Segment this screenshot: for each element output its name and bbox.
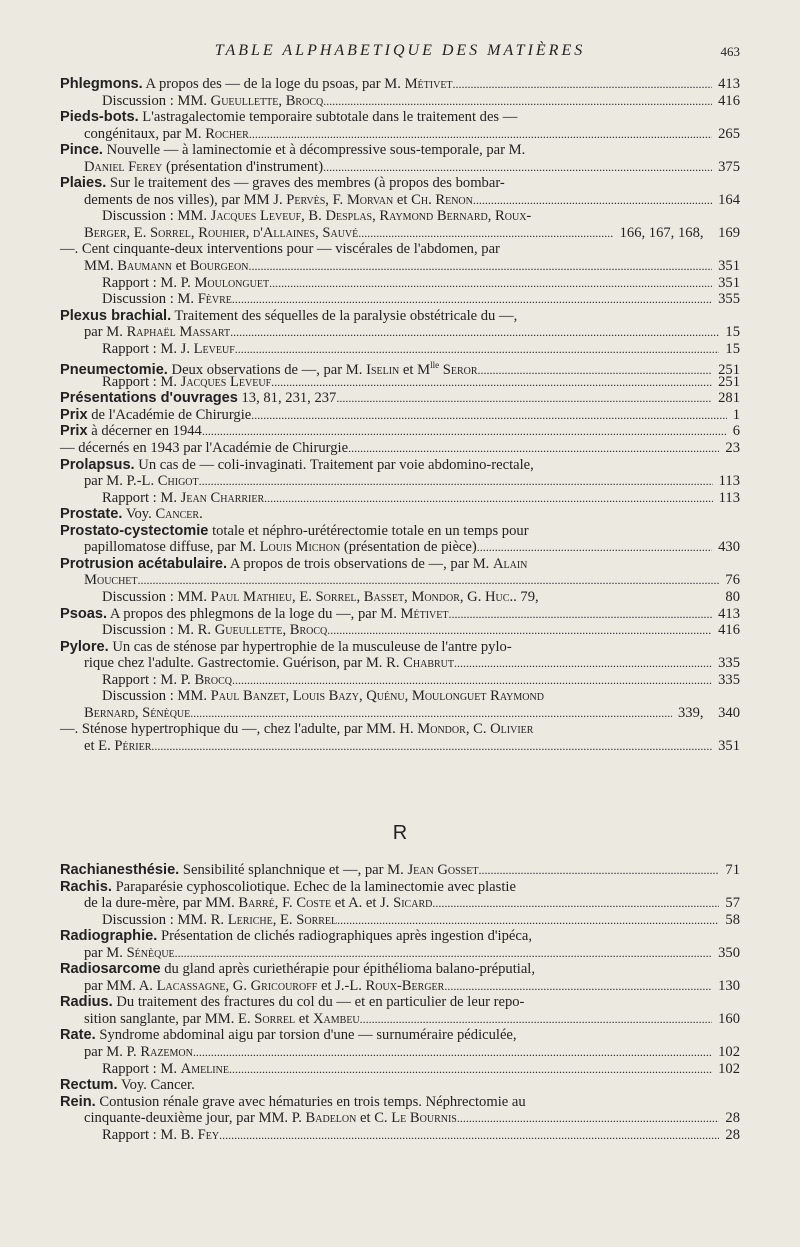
index-entry-continuation: par M. Sénèque . . . 350 bbox=[60, 945, 740, 962]
page-ref: 15 bbox=[725, 340, 740, 357]
page-ref: 102 bbox=[718, 1060, 740, 1077]
index-entry-continuation: dements de nos villes), par MM J. Pervès, F. Morvan et Ch. Renon . . . 164 bbox=[60, 192, 740, 209]
page-ref: 351 bbox=[718, 737, 740, 754]
entry-keyword: Prostate. bbox=[60, 506, 123, 523]
page-ref: 166, 167, 168, 169 bbox=[619, 224, 740, 241]
index-subentry: Rapport : M. P. Moulonguet . . . 351 bbox=[60, 275, 740, 292]
page-ref: 430 bbox=[718, 539, 740, 556]
index-subentry: Discussion : M. Fèvre . . . 355 bbox=[60, 291, 740, 308]
index-subentry: Rapport : M. Jacques Leveuf . . . 251 bbox=[60, 374, 740, 391]
index-entry-pneumectomie: Pneumectomie. Deux observations de —, par M. Iselin et $M^{lle}$ Seror . . . 251 bbox=[60, 357, 740, 374]
index-entry-pieds-bots: Pieds-bots. L'astragalectomie temporaire subtotale dans le traitement des — bbox=[60, 109, 518, 126]
page-ref: 413 bbox=[718, 605, 740, 622]
entry-keyword: Rachis. bbox=[60, 878, 112, 895]
page-ref: 335 bbox=[718, 655, 740, 672]
leader-dots bbox=[235, 341, 720, 358]
leader-dots bbox=[232, 672, 712, 689]
leader-dots bbox=[190, 705, 672, 722]
page-ref: 350 bbox=[718, 944, 740, 961]
index-subentry: Rapport : M. Ameline . . . 102 bbox=[60, 1061, 740, 1078]
page-ref: 251 bbox=[718, 373, 740, 390]
index-entry-continuation: sition sanglante, par MM. E. Sorrel et Xambeu . . . 160 bbox=[60, 1011, 740, 1028]
index-entry-prostate: Prostate. Voy. Cancer. bbox=[60, 506, 203, 523]
leader-dots bbox=[337, 912, 719, 929]
leader-dots bbox=[454, 655, 712, 672]
page-ref: 351 bbox=[718, 258, 740, 275]
leader-dots bbox=[453, 76, 713, 93]
page-ref: 355 bbox=[718, 291, 740, 308]
index-entry-dash: —. Cent cinquante-deux interventions pour — viscérales de l'abdomen, par bbox=[60, 241, 500, 258]
page-ref: 375 bbox=[718, 158, 740, 175]
leader-dots bbox=[336, 390, 712, 407]
entry-keyword: Pieds-bots. bbox=[60, 109, 139, 126]
index-entry-rectum: Rectum. Voy. Cancer. bbox=[60, 1077, 195, 1094]
index-entry-radius: Radius. Du traitement des fractures du col du — et en particulier de leur repo- bbox=[60, 994, 525, 1011]
index-section-p bbox=[60, 76, 740, 754]
page-ref: 251 bbox=[718, 362, 740, 379]
entry-keyword: Rectum. bbox=[60, 1077, 118, 1094]
entry-keyword: Psoas. bbox=[60, 605, 108, 622]
leader-dots bbox=[230, 324, 719, 341]
leader-dots bbox=[327, 622, 712, 639]
page-ref: 1 bbox=[732, 406, 740, 423]
leader-dots bbox=[219, 1127, 719, 1144]
entry-keyword: Rachianesthésie. bbox=[60, 862, 180, 878]
entry-keyword: Plexus brachial. bbox=[60, 307, 172, 324]
index-entry-continuation: par M. P. Razemon . . . 102 bbox=[60, 1044, 740, 1061]
index-entry-dash: — décernés en 1943 par l'Académie de Chirurgie . . . 23 bbox=[60, 440, 740, 457]
leader-dots bbox=[478, 862, 719, 879]
index-entry-continuation: rique chez l'adulte. Gastrectomie. Guérison, par M. R. Chabrut . . . 335 bbox=[60, 655, 740, 672]
leader-dots bbox=[175, 945, 712, 962]
page-ref: 113 bbox=[718, 473, 740, 490]
leader-dots bbox=[249, 126, 712, 143]
index-entry-continuation: par MM. A. Lacassagne, G. Gricouroff et J.-L. Roux-Berger . . . 130 bbox=[60, 978, 740, 995]
index-entry-rachianesthesie: Rachianesthésie. Sensibilité splanchnique et —, par M. Jean Gosset . . . 71 bbox=[60, 862, 740, 879]
page-ref: 265 bbox=[718, 125, 740, 142]
entry-keyword: Prix bbox=[60, 406, 88, 423]
page-ref: 416 bbox=[718, 622, 740, 639]
leader-dots bbox=[323, 159, 712, 176]
leader-dots bbox=[202, 423, 727, 440]
page-number: 463 bbox=[720, 44, 740, 59]
entry-keyword: Protrusion acétabulaire. bbox=[60, 555, 228, 572]
index-entry-continuation: par M. Raphaël Massart . . . 15 bbox=[60, 324, 740, 341]
leader-dots bbox=[323, 93, 712, 110]
page-ref: 6 bbox=[732, 423, 740, 440]
page-ref: 76 bbox=[725, 572, 740, 589]
index-subentry: Discussion : MM. Gueullette, Brocq . . . 416 bbox=[60, 93, 740, 110]
entry-keyword: Radiographie. bbox=[60, 928, 158, 945]
leader-dots bbox=[248, 258, 712, 275]
index-entry-dash: —. Sténose hypertrophique du —, chez l'adulte, par MM. H. Mondor, C. Olivier bbox=[60, 721, 534, 738]
page-ref: 281 bbox=[718, 390, 740, 407]
index-entry-rein: Rein. Contusion rénale grave avec hématuries en trois temps. Néphrectomie au bbox=[60, 1093, 526, 1110]
page-ref: 416 bbox=[718, 92, 740, 109]
entry-keyword: Présentations d'ouvrages bbox=[60, 390, 238, 407]
index-entry-presentations: Présentations d'ouvrages 13, 81, 231, 237 . . . 281 bbox=[60, 390, 740, 407]
index-entry-phlegmons: Phlegmons. A propos des — de la loge du psoas, par M. Métivet . . . 413 bbox=[60, 76, 740, 93]
page-ref: 15 bbox=[725, 324, 740, 341]
page-ref: 58 bbox=[725, 911, 740, 928]
page-ref: 57 bbox=[725, 895, 740, 912]
entry-keyword: Pylore. bbox=[60, 638, 109, 655]
page-ref: 113 bbox=[718, 489, 740, 506]
entry-keyword: Plaies. bbox=[60, 175, 107, 192]
page-ref: 413 bbox=[718, 76, 740, 92]
index-entry-continuation: MM. Baumann et Bourgeon . . . 351 bbox=[60, 258, 740, 275]
index-subentry: Rapport : M. B. Fey . . . 28 bbox=[60, 1127, 740, 1144]
leader-dots bbox=[271, 374, 712, 391]
leader-dots bbox=[229, 1061, 712, 1078]
page-ref: 102 bbox=[718, 1044, 740, 1061]
leader-dots bbox=[473, 192, 712, 209]
index-subentry-continuation: Bernard, Sénèque . . . 339, 340 bbox=[60, 705, 740, 722]
index-entry-prix: Prix de l'Académie de Chirurgie . . . 1 bbox=[60, 407, 740, 424]
section-letter-heading: R bbox=[392, 822, 408, 844]
index-subentry: Rapport : M. Jean Charrier . . . 113 bbox=[60, 490, 740, 507]
index-entry-continuation: cinquante-deuxième jour, par MM. P. Badelon et C. Le Bournis . . . 28 bbox=[60, 1110, 740, 1127]
leader-dots bbox=[348, 440, 719, 457]
entry-keyword: Radiosarcome bbox=[60, 961, 161, 978]
leader-dots bbox=[232, 291, 712, 308]
entry-keyword: Rate. bbox=[60, 1027, 96, 1044]
leader-dots bbox=[360, 1011, 712, 1028]
leader-dots bbox=[449, 606, 713, 623]
leader-dots bbox=[193, 1044, 712, 1061]
index-entry-prostato-cystectomie: Prostato-cystectomie totale et néphro-urétérectomie totale en un temps pour bbox=[60, 522, 529, 539]
index-subentry: Discussion : M. R. Gueullette, Brocq . . . 416 bbox=[60, 622, 740, 639]
index-subentry: Discussion : MM. Paul Banzet, Louis Bazy, Quénu, Moulonguet Raymond bbox=[102, 688, 544, 705]
index-entry-plaies: Plaies. Sur le traitement des — graves des membres (à propos des bombar- bbox=[60, 175, 505, 192]
leader-dots bbox=[477, 539, 712, 556]
page-ref: 339, 340 bbox=[677, 704, 740, 721]
leader-dots bbox=[457, 1110, 720, 1127]
entry-keyword: Radius. bbox=[60, 994, 113, 1011]
page-ref: 130 bbox=[718, 977, 740, 994]
index-entry-prolapsus: Prolapsus. Un cas de — coli-invaginati. Traitement par voie abdomino-rectale, bbox=[60, 456, 534, 473]
entry-keyword: Pince. bbox=[60, 142, 103, 159]
page-ref: 23 bbox=[725, 440, 740, 457]
index-entry-protrusion-acetabulaire: Protrusion acétabulaire. A propos de trois observations de —, par M. Alain bbox=[60, 555, 528, 572]
entry-keyword: Rein. bbox=[60, 1093, 96, 1110]
leader-dots bbox=[199, 473, 713, 490]
page-ref: 160 bbox=[718, 1010, 740, 1027]
page-ref: 164 bbox=[718, 191, 740, 208]
entry-keyword: Prix bbox=[60, 423, 88, 440]
page-ref: 335 bbox=[718, 671, 740, 688]
entry-keyword: Prolapsus. bbox=[60, 456, 135, 473]
leader-dots bbox=[444, 978, 712, 995]
page-ref: 80 bbox=[725, 588, 740, 605]
index-entry-psoas: Psoas. A propos des phlegmons de la loge du —, par M. Métivet . . . 413 bbox=[60, 606, 740, 623]
index-entry-continuation: par M. P.-L. Chigot . . . 113 bbox=[60, 473, 740, 490]
index-entry-continuation: de la dure-mère, par MM. Barré, F. Coste et A. et J. Sicard . . . 57 bbox=[60, 895, 740, 912]
index-subentry: Discussion : MM. R. Leriche, E. Sorrel . . . 58 bbox=[60, 912, 740, 929]
index-entry-rachis: Rachis. Paraparésie cyphoscoliotique. Echec de la laminectomie avec plastie bbox=[60, 878, 516, 895]
index-entry-radiographie: Radiographie. Présentation de clichés radiographiques après ingestion d'ipéca, bbox=[60, 928, 532, 945]
index-entry-continuation: Mouchet . . . 76 bbox=[60, 572, 740, 589]
leader-dots bbox=[269, 275, 712, 292]
index-entry-continuation: et E. Périer . . . 351 bbox=[60, 738, 740, 755]
index-entry-continuation: papillomatose diffuse, par M. Louis Michon (présentation de pièce) . . . 430 bbox=[60, 539, 740, 556]
index-entry-prix: Prix à décerner en 1944 . . . 6 bbox=[60, 423, 740, 440]
leader-dots bbox=[138, 572, 720, 589]
index-entry-continuation: congénitaux, par M. Rocher . . . 265 bbox=[60, 126, 740, 143]
index-entry-pylore: Pylore. Un cas de sténose par hypertrophie de la musculeuse de l'antre pylo- bbox=[60, 638, 512, 655]
leader-dots bbox=[358, 225, 613, 242]
page-ref: 71 bbox=[725, 862, 740, 878]
index-subentry: Rapport : M. J. Leveuf . . . 15 bbox=[60, 341, 740, 358]
index-entry-pince: Pince. Nouvelle — à laminectomie et à décompressive sous-temporale, par M. bbox=[60, 142, 526, 159]
index-entry-continuation: Daniel Ferey (présentation d'instrument) . . . 375 bbox=[60, 159, 740, 176]
index-entry-radiosarcome: Radiosarcome du gland après curiethérapie pour épithélioma balano-préputial, bbox=[60, 961, 536, 978]
leader-dots bbox=[151, 738, 712, 755]
entry-keyword: Prostato-cystectomie bbox=[60, 522, 209, 539]
index-entry-rate: Rate. Syndrome abdominal aigu par torsion d'une — surnuméraire pédiculée, bbox=[60, 1027, 517, 1044]
entry-keyword: Phlegmons. bbox=[60, 76, 143, 92]
leader-dots bbox=[251, 407, 726, 424]
leader-dots bbox=[264, 490, 712, 507]
index-subentry: Rapport : M. P. Brocq . . . 335 bbox=[60, 672, 740, 689]
index-section-r bbox=[60, 862, 740, 1143]
page-ref: 28 bbox=[725, 1110, 740, 1127]
entry-keyword: Pneumectomie. bbox=[60, 362, 168, 379]
index-subentry: Discussion : MM. Paul Mathieu, E. Sorrel, Basset, Mondor, G. Huc.. 79, 80 bbox=[102, 588, 740, 605]
leader-dots bbox=[432, 895, 719, 912]
page-ref: 351 bbox=[718, 274, 740, 291]
index-subentry-continuation: Berger, E. Sorrel, Rouhier, d'Allaines, Sauvé . . . 166, 167, 168, 169 bbox=[60, 225, 740, 242]
index-subentry: Discussion : MM. Jacques Leveuf, B. Desplas, Raymond Bernard, Roux- bbox=[102, 208, 532, 225]
page-header bbox=[60, 40, 740, 64]
running-title: TABLE ALPHABETIQUE DES MATIÈRES bbox=[214, 42, 586, 59]
page-ref: 28 bbox=[725, 1126, 740, 1143]
index-entry-plexus-brachial: Plexus brachial. Traitement des séquelles de la paralysie obstétricale du —, bbox=[60, 307, 518, 324]
